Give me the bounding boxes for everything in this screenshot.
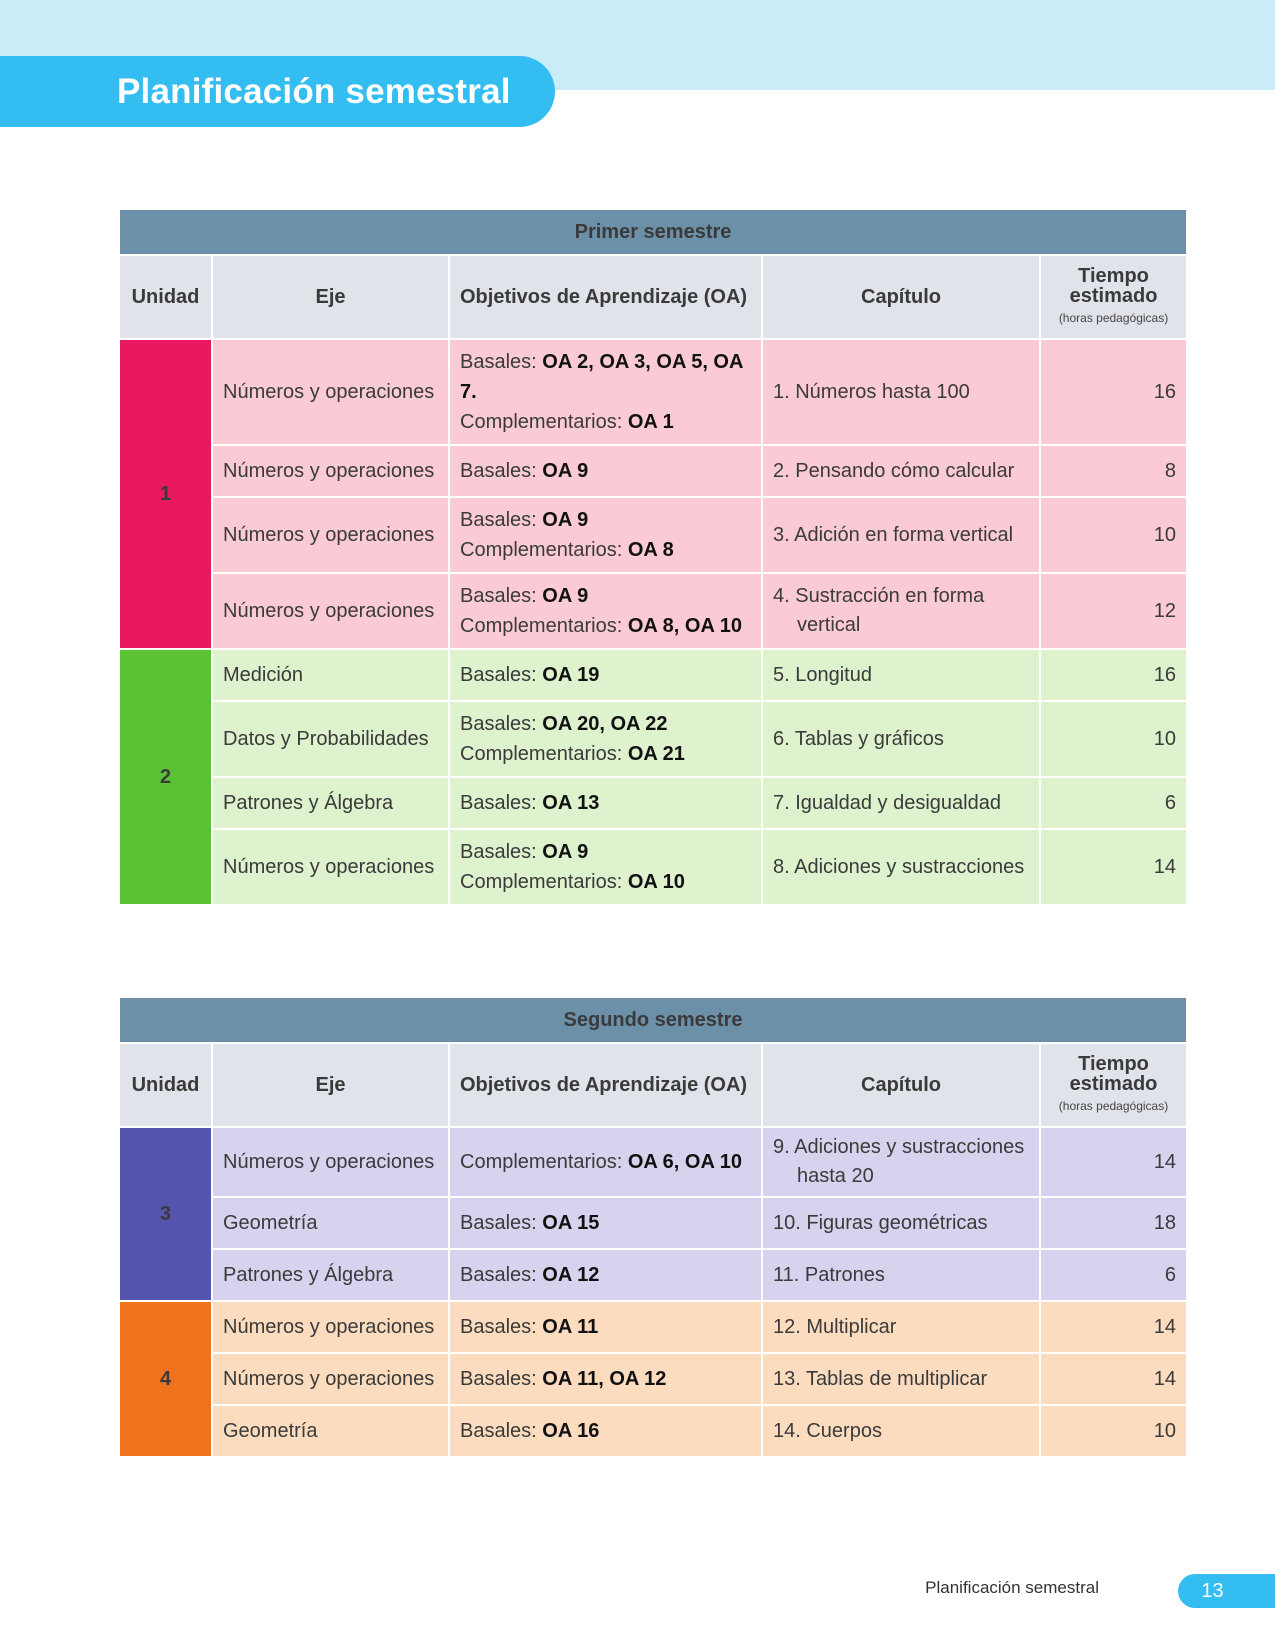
capitulo-cell: 8. Adiciones y sustracciones	[762, 829, 1040, 905]
capitulo-cell: 6. Tablas y gráficos	[762, 701, 1040, 777]
table-row	[119, 1353, 1187, 1405]
oa-cell: Basales: OA 11	[449, 1301, 762, 1353]
oa-cell: Basales: OA 9 Complementarios: OA 8, OA 10	[449, 573, 762, 649]
tiempo-cell: 14	[1040, 1353, 1187, 1405]
table-row	[119, 445, 1187, 497]
capitulo-cell: 5. Longitud	[762, 649, 1040, 701]
capitulo-cell: 7. Igualdad y desigualdad	[762, 777, 1040, 829]
oa-cell: Basales: OA 9 Complementarios: OA 10	[449, 829, 762, 905]
table-row	[119, 701, 1187, 777]
header-capitulo: Capítulo	[762, 1043, 1040, 1127]
eje-cell: Números y operaciones	[212, 1353, 449, 1405]
capitulo-cell: 10. Figuras geométricas	[762, 1197, 1040, 1249]
table-row	[119, 829, 1187, 905]
tiempo-cell: 16	[1040, 339, 1187, 445]
semester-title: Segundo semestre	[119, 997, 1187, 1043]
eje-cell: Geometría	[212, 1197, 449, 1249]
table-row	[119, 1301, 1187, 1353]
header-tiempo: Tiempo estimado (horas pedagógicas)	[1040, 1043, 1187, 1127]
table-row	[119, 339, 1187, 445]
unit-number-1: 1	[119, 339, 212, 649]
tiempo-cell: 10	[1040, 1405, 1187, 1457]
capitulo-cell: 11. Patrones	[762, 1249, 1040, 1301]
table-row	[119, 777, 1187, 829]
unit-number-2: 2	[119, 649, 212, 905]
eje-cell: Datos y Probabilidades	[212, 701, 449, 777]
eje-cell: Medición	[212, 649, 449, 701]
eje-cell: Números y operaciones	[212, 1127, 449, 1197]
eje-cell: Patrones y Álgebra	[212, 1249, 449, 1301]
oa-cell: Basales: OA 19	[449, 649, 762, 701]
oa-cell: Basales: OA 15	[449, 1197, 762, 1249]
oa-cell: Basales: OA 9	[449, 445, 762, 497]
header-tiempo: Tiempo estimado (horas pedagógicas)	[1040, 255, 1187, 339]
semester-title: Primer semestre	[119, 209, 1187, 255]
capitulo-cell: 14. Cuerpos	[762, 1405, 1040, 1457]
tiempo-cell: 8	[1040, 445, 1187, 497]
eje-cell: Geometría	[212, 1405, 449, 1457]
tiempo-cell: 18	[1040, 1197, 1187, 1249]
tiempo-cell: 10	[1040, 497, 1187, 573]
capitulo-cell: 3. Adición en forma vertical	[762, 497, 1040, 573]
table-row	[119, 1405, 1187, 1457]
oa-cell: Basales: OA 9 Complementarios: OA 8	[449, 497, 762, 573]
oa-cell: Basales: OA 11, OA 12	[449, 1353, 762, 1405]
tiempo-cell: 6	[1040, 1249, 1187, 1301]
eje-cell: Números y operaciones	[212, 497, 449, 573]
table-row	[119, 649, 1187, 701]
capitulo-cell: 4. Sustracción en forma vertical	[762, 573, 1040, 649]
capitulo-cell: 9. Adiciones y sustracciones hasta 20	[762, 1127, 1040, 1197]
capitulo-cell: 1. Números hasta 100	[762, 339, 1040, 445]
tiempo-cell: 16	[1040, 649, 1187, 701]
footer-label: Planificación semestral	[925, 1578, 1099, 1597]
tiempo-cell: 12	[1040, 573, 1187, 649]
eje-cell: Números y operaciones	[212, 339, 449, 445]
tiempo-cell: 14	[1040, 829, 1187, 905]
tiempo-cell: 6	[1040, 777, 1187, 829]
unit-number-4: 4	[119, 1301, 212, 1457]
header-capitulo: Capítulo	[762, 255, 1040, 339]
page-number: 13	[1178, 1574, 1275, 1608]
oa-cell: Basales: OA 20, OA 22 Complementarios: OA 21	[449, 701, 762, 777]
oa-cell: Complementarios: OA 6, OA 10	[449, 1127, 762, 1197]
table-row	[119, 497, 1187, 573]
table-row	[119, 1249, 1187, 1301]
page-title: Planificación semestral	[117, 71, 511, 111]
second-semester-table	[118, 996, 1188, 1458]
eje-cell: Números y operaciones	[212, 573, 449, 649]
oa-cell: Basales: OA 12	[449, 1249, 762, 1301]
header-unidad: Unidad	[119, 255, 212, 339]
oa-cell: Basales: OA 16	[449, 1405, 762, 1457]
oa-cell: Basales: OA 13	[449, 777, 762, 829]
header-eje: Eje	[212, 255, 449, 339]
header-oa: Objetivos de Aprendizaje (OA)	[449, 1043, 762, 1127]
table-row	[119, 1197, 1187, 1249]
unit-number-3: 3	[119, 1127, 212, 1301]
eje-cell: Números y operaciones	[212, 445, 449, 497]
capitulo-cell: 2. Pensando cómo calcular	[762, 445, 1040, 497]
eje-cell: Patrones y Álgebra	[212, 777, 449, 829]
eje-cell: Números y operaciones	[212, 829, 449, 905]
tiempo-cell: 14	[1040, 1127, 1187, 1197]
header-eje: Eje	[212, 1043, 449, 1127]
capitulo-cell: 12. Multiplicar	[762, 1301, 1040, 1353]
capitulo-cell: 13. Tablas de multiplicar	[762, 1353, 1040, 1405]
eje-cell: Números y operaciones	[212, 1301, 449, 1353]
oa-cell: Basales: OA 2, OA 3, OA 5, OA 7. Complementarios: OA 1	[449, 339, 762, 445]
tiempo-cell: 10	[1040, 701, 1187, 777]
first-semester-table	[118, 208, 1188, 906]
table-row	[119, 573, 1187, 649]
table-row	[119, 1127, 1187, 1197]
header-unidad: Unidad	[119, 1043, 212, 1127]
page-title-tab	[0, 56, 555, 127]
tiempo-cell: 14	[1040, 1301, 1187, 1353]
header-oa: Objetivos de Aprendizaje (OA)	[449, 255, 762, 339]
